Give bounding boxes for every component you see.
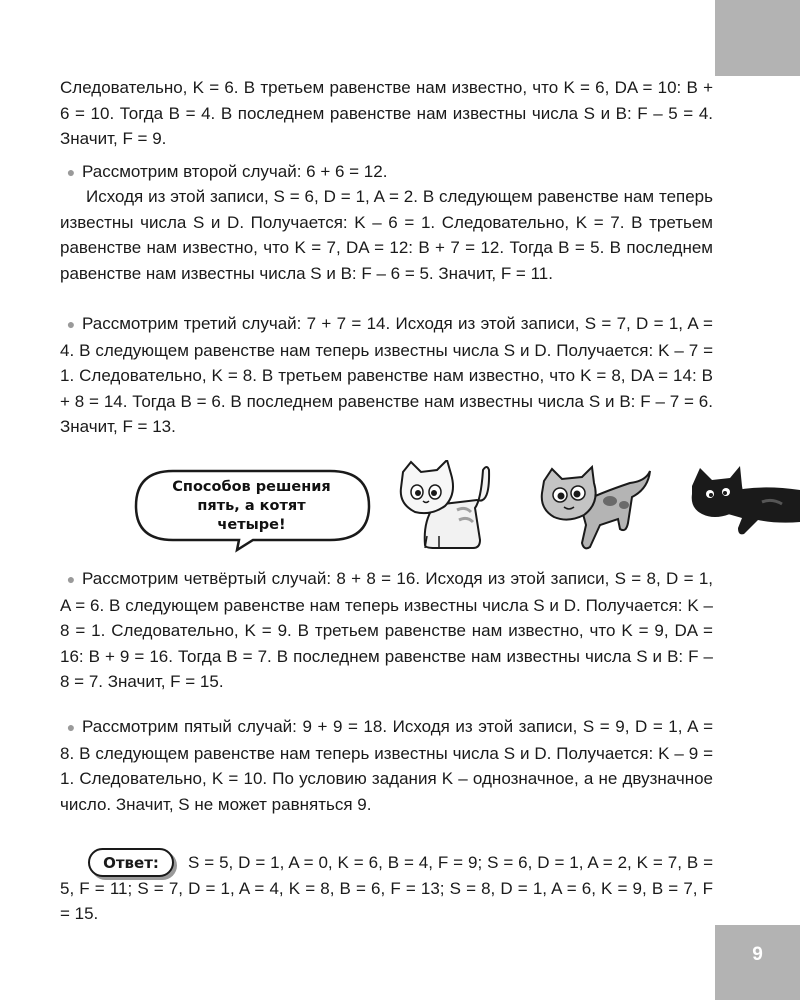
paragraph-case-4 xyxy=(60,566,713,695)
speech-bubble-line-1: Способов решения xyxy=(172,479,331,495)
paragraph-case-5-text: Рассмотрим пятый случай: 9 + 9 = 18. Исходя из этой записи, S = 9, D = 1, A = 8. В следующем равенстве нам теперь известны числа S и D. Получается: K – 9 = 1. Следовательно, K = 10. По условию задания K – однозначное, а не двузначное число. Значит, S не может равняться 9. xyxy=(60,717,713,814)
speech-bubble xyxy=(133,468,370,550)
paragraph-case-2-heading xyxy=(60,159,713,186)
corner-tab-top xyxy=(715,0,800,76)
paragraph-case-1-end: Следовательно, K = 6. В третьем равенстве нам известно, что K = 6, DA = 10: B + 6 = 10. Тогда B = 4. В последнем равенстве нам известны числа S и B: F – 5 = 4. Значит, F = 9. xyxy=(60,78,713,148)
answer-text: S = 5, D = 1, A = 0, K = 6, B = 4, F = 9; S = 6, D = 1, A = 2, K = 7, B = 5, F = 11; S = 7, D = 1, A = 4, K = 8, B = 6, F = 13; S = 8, D = 1, A = 6, K = 9, B = 7, F = 15. xyxy=(60,853,713,923)
bullet-icon: ● xyxy=(66,164,76,180)
white-cat-icon xyxy=(395,460,495,555)
gray-cat-icon xyxy=(540,463,652,553)
speech-bubble-text xyxy=(133,478,370,535)
paragraph-case-4-text: Рассмотрим четвёртый случай: 8 + 8 = 16. Исходя из этой записи, S = 8, D = 1, A = 6. В следующем равенстве нам теперь известны числа S и D. Получается: K – 8 = 1. Следовательно, K = 9. В третьем равенстве нам известно, что K = 9, DA = 16: B + 9 = 16. Тогда B = 7. В последнем равенстве нам известны числа S и B: F – 8 = 7. Значит, F = 15. xyxy=(60,569,713,691)
speech-bubble-line-2: пять, а котят xyxy=(197,498,306,514)
paragraph-case-3-text: Рассмотрим третий случай: 7 + 7 = 14. Исходя из этой записи, S = 7, D = 1, A = 4. В следующем равенстве нам теперь известны числа S и D. Получается: K – 7 = 1. Следовательно, K = 8. В третьем равенстве нам известно, что K = 8, DA = 14: B + 8 = 14. Тогда B = 6. В последнем равенстве нам известны числа S и B: F – 7 = 6. Значит, F = 13. xyxy=(60,314,713,436)
bullet-icon: ● xyxy=(66,571,76,587)
black-cat-icon xyxy=(688,462,800,537)
paragraph-case-5 xyxy=(60,714,713,817)
answer-label-badge: Ответ: xyxy=(88,848,174,877)
page-number: 9 xyxy=(752,944,763,965)
answer-block xyxy=(60,850,713,927)
bullet-icon: ● xyxy=(66,316,76,332)
paragraph-case-3 xyxy=(60,311,713,440)
paragraph-case-2-body xyxy=(60,184,713,286)
bullet-icon: ● xyxy=(66,719,76,735)
speech-bubble-line-3: четыре! xyxy=(217,517,286,533)
paragraph-case-2-heading-text: Рассмотрим второй случай: 6 + 6 = 12. xyxy=(82,162,388,181)
paragraph-case-2-body-text: Исходя из этой записи, S = 6, D = 1, A = 2. В следующем равенстве нам теперь известны числа S и D. Получается: K – 6 = 1. Следовательно, K = 7. В третьем равенстве нам известно, что K = 7, DA = 12: B + 7 = 12. Тогда B = 5. В последнем равенстве нам известны числа S и B: F – 6 = 5. Значит, F = 11. xyxy=(60,187,713,283)
